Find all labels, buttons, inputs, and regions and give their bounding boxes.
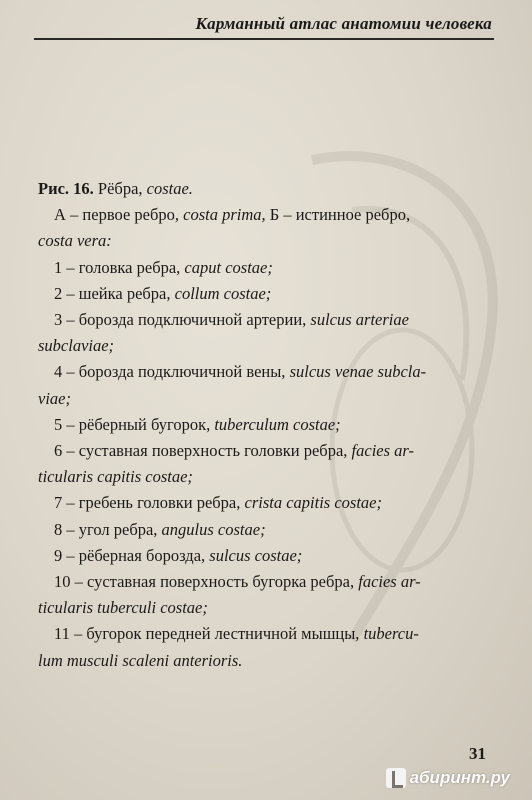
legend-item-ru: 11 – бугорок передней лестничной мышцы, xyxy=(54,624,364,644)
legend-item-ru: 9 – рёберная борозда, xyxy=(54,545,210,565)
figure-number: Рис. 16. xyxy=(38,179,94,198)
labirint-logo-icon xyxy=(386,768,406,788)
legend-item-ru: 8 – угол ребра, xyxy=(54,519,162,539)
page-number: 31 xyxy=(469,744,486,763)
figure-caption xyxy=(38,176,492,202)
legend-item xyxy=(38,438,492,464)
legend-item-cont xyxy=(38,386,492,412)
legend-item-cont xyxy=(38,648,492,674)
legend-b-latin: costa vera: xyxy=(38,231,112,251)
legend-item-ru: 7 – гребень головки ребра, xyxy=(54,493,245,513)
legend-item-latin: tubercu- xyxy=(363,624,419,644)
legend-item-ru: 6 – суставная поверхность головки ребра, xyxy=(54,441,352,461)
legend-item xyxy=(38,490,492,516)
legend-a-label: А – первое ребро, xyxy=(54,205,184,225)
legend-item-latin: facies ar- xyxy=(351,441,414,461)
legend-item-cont xyxy=(38,464,492,490)
legend-item-ru: 2 – шейка ребра, xyxy=(54,283,175,303)
legend-item-ru: 4 – борозда подключичной вены, xyxy=(54,362,290,382)
figure-title: Рёбра, xyxy=(93,179,147,198)
legend-item xyxy=(38,569,492,595)
legend-item xyxy=(38,543,492,569)
legend-item xyxy=(38,307,492,333)
legend-item-latin: sulcus venae subcla- xyxy=(289,362,427,382)
figure-legend xyxy=(38,176,492,674)
legend-item xyxy=(38,359,492,385)
legend-item-ru: 1 – головка ребра, xyxy=(54,257,185,277)
legend-item xyxy=(38,281,492,307)
watermark-text: абиринт.ру xyxy=(409,768,510,787)
legend-item-latin-cont: viae; xyxy=(38,388,71,408)
legend-b-label: Б – истинное ребро, xyxy=(265,205,411,225)
legend-item xyxy=(38,517,492,543)
legend-item-latin: crista capitis costae; xyxy=(244,493,382,513)
legend-item-latin-cont: subclaviae; xyxy=(38,336,115,356)
legend-item xyxy=(38,412,492,438)
legend-item-latin: sulcus arteriae xyxy=(310,310,409,330)
legend-item-latin-cont: ticularis tuberculi costae; xyxy=(38,598,208,618)
legend-lead-cont xyxy=(38,228,492,254)
legend-item-latin: sulcus costae; xyxy=(209,545,303,565)
legend-item-latin: facies ar- xyxy=(358,572,421,592)
legend-item xyxy=(38,255,492,281)
legend-item-latin: tuberculum costae; xyxy=(214,414,341,434)
legend-item-ru: 10 – суставная поверхность бугорка ребра, xyxy=(54,572,359,592)
legend-item-cont xyxy=(38,333,492,359)
legend-item-latin: collum costae; xyxy=(174,283,272,303)
figure-title-latin: costae. xyxy=(146,179,193,198)
legend-item-ru: 5 – рёберный бугорок, xyxy=(54,414,215,434)
watermark xyxy=(386,768,510,788)
running-head: Карманный атлас анатомии человека xyxy=(195,14,492,33)
legend-item-latin-cont: lum musculi scaleni anterioris. xyxy=(38,650,243,670)
legend-item-latin: caput costae; xyxy=(184,257,273,277)
legend-item-ru: 3 – борозда подключичной артерии, xyxy=(54,310,311,330)
legend-item xyxy=(38,621,492,647)
legend-lead xyxy=(38,202,492,228)
legend-item-cont xyxy=(38,595,492,621)
legend-a-latin: costa prima, xyxy=(183,205,266,225)
header-rule xyxy=(34,38,494,40)
legend-item-latin: angulus costae; xyxy=(161,519,266,539)
legend-item-latin-cont: ticularis capitis costae; xyxy=(38,467,193,487)
